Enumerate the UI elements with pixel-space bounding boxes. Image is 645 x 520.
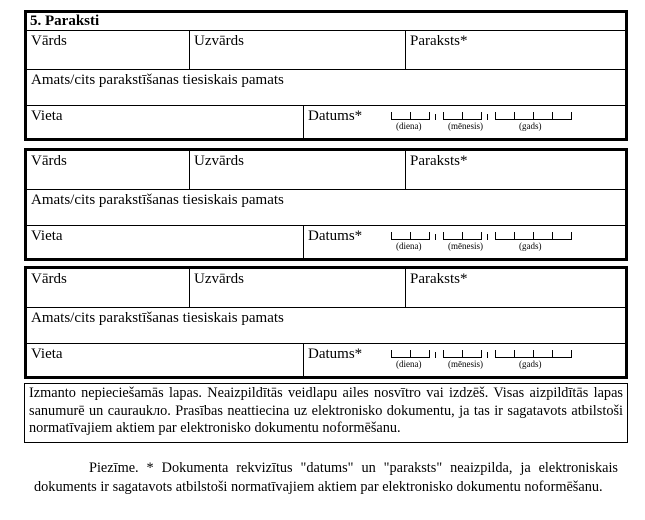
last-name-field[interactable]: Uzvārds [194, 33, 244, 49]
last-name-field[interactable]: Uzvārds [194, 153, 244, 169]
month-digits[interactable] [443, 110, 482, 120]
date-input-boxes[interactable] [391, 348, 601, 374]
first-name-field[interactable]: Vārds [31, 271, 67, 287]
month-digits[interactable] [443, 348, 482, 358]
signature-field[interactable]: Paraksts* [410, 153, 468, 169]
place-field[interactable]: Vieta [31, 108, 63, 124]
last-name-field[interactable]: Uzvārds [194, 271, 244, 287]
signature-field[interactable]: Paraksts* [410, 271, 468, 287]
date-field[interactable]: Datums* (diena) (mēnesis) (gads) [304, 344, 625, 379]
first-name-field[interactable]: Vārds [31, 33, 67, 49]
position-field[interactable]: Amats/cits parakstīšanas tiesiskais pamats [31, 72, 284, 88]
date-input-boxes[interactable] [391, 110, 601, 136]
signature-field[interactable]: Paraksts* [410, 33, 468, 49]
month-label: (mēnesis) [448, 359, 483, 369]
date-field[interactable]: Datums* (diena) (mēnesis) (gads) [304, 226, 625, 261]
position-field[interactable]: Amats/cits parakstīšanas tiesiskais pamats [31, 192, 284, 208]
day-label: (diena) [396, 359, 422, 369]
date-input-boxes[interactable] [391, 230, 601, 256]
year-digits[interactable] [495, 230, 572, 240]
date-field[interactable]: Datums* (diena) (mēnesis) (gads) [304, 106, 625, 141]
month-label: (mēnesis) [448, 121, 483, 131]
signature-block-3 [24, 266, 628, 379]
year-label: (gads) [519, 241, 542, 251]
signature-block-2 [24, 148, 628, 261]
day-digits[interactable] [391, 110, 430, 120]
place-field[interactable]: Vieta [31, 228, 63, 244]
place-field[interactable]: Vieta [31, 346, 63, 362]
month-digits[interactable] [443, 230, 482, 240]
first-name-field[interactable]: Vārds [31, 153, 67, 169]
day-digits[interactable] [391, 230, 430, 240]
year-label: (gads) [519, 359, 542, 369]
signature-block-1 [24, 10, 628, 141]
year-digits[interactable] [495, 110, 572, 120]
year-digits[interactable] [495, 348, 572, 358]
year-label: (gads) [519, 121, 542, 131]
day-label: (diena) [396, 121, 422, 131]
day-digits[interactable] [391, 348, 430, 358]
day-label: (diena) [396, 241, 422, 251]
date-separator [435, 352, 436, 358]
position-field[interactable]: Amats/cits parakstīšanas tiesiskais pamats [31, 310, 284, 326]
section-title: 5. Paraksti [30, 13, 100, 29]
notice-box: Izmanto nepieciešamās lapas. Neaizpildītās veidlapu ailes nosvītro vai izdzēš. Visas aizpildītās lapas sanumurē un cauraukло. Prasības neattiecina uz elektronisko dokumentu, ja tas ir sagatavots atbilstoši normatīvajiem aktiem par elektronisko dokumentu noformēšanu. [24, 383, 628, 443]
footnote: Piezīme. * Dokumenta rekvizītus "datums" un "paraksts" neaizpilda, ja elektroniskais dokuments ir sagatavots atbilstoši normatīvajiem aktiem par elektronisko dokumentu noformēšanu. [34, 460, 618, 495]
date-separator [435, 114, 436, 120]
date-separator [487, 234, 488, 240]
date-separator [487, 352, 488, 358]
date-separator [435, 234, 436, 240]
date-separator [487, 114, 488, 120]
month-label: (mēnesis) [448, 241, 483, 251]
